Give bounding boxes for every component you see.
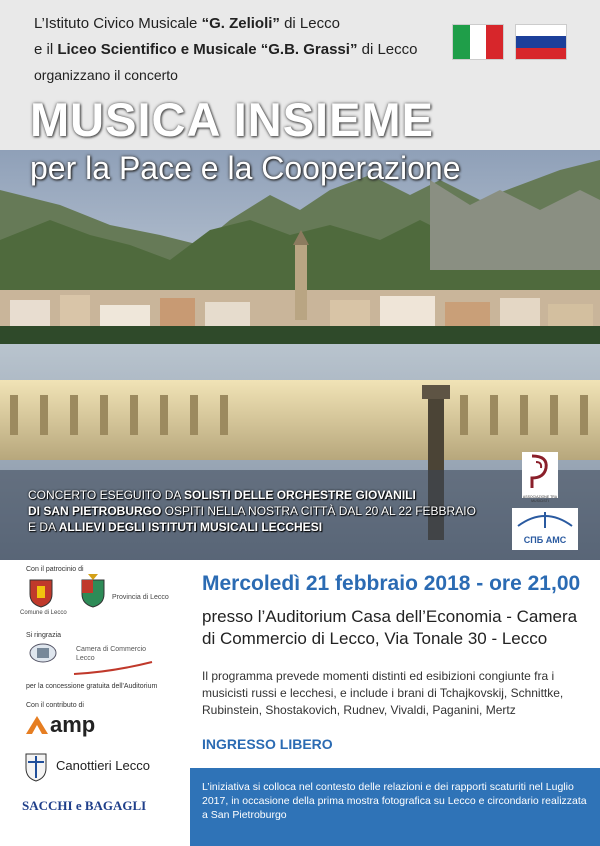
bridge-icon (512, 508, 578, 530)
amp-name: amp (50, 712, 96, 737)
auditorium-note: per la concessione gratuita dell'Auditorium (26, 683, 158, 690)
flag-stripe (486, 25, 503, 59)
camera-label: Camera di Commercio (76, 646, 147, 653)
music-association-icon (522, 452, 558, 490)
concert-line-2: DI SAN PIETROBURGO OSPITI NELLA NOSTRA CITTÀ DAL 20 AL 22 FEBBRAIO (28, 504, 476, 518)
patronage-label: Con il patrocinio di (26, 566, 84, 573)
organizer-line-3: organizzano il concerto (34, 67, 178, 83)
background-note: L’iniziativa si colloca nel contesto delle relazioni e dei rapporti scaturiti nel Luglio 2017, in occasione della prima mostra fotografica su Lecco e circondario realizzata a San Pietroburgo (202, 781, 587, 821)
comune-label: Comune di Lecco (20, 610, 67, 616)
canottieri-name: Canottieri Lecco (56, 758, 150, 773)
canottieri-crest-icon (24, 752, 48, 782)
event-program: Il programma prevede momenti distinti ed esibizioni congiunte fra i musicisti russi e lecchesi, e include i brani di Tchajkovskij, Schnittke, Rubinstein, Shostakovich, Rudnev, Vivaldi, Paganini, Mertz (202, 669, 564, 717)
background-note-box (190, 768, 600, 846)
poster-title: MUSICA INSIEME (30, 93, 434, 146)
spb-ams-logo: СПБ АМС (512, 508, 578, 550)
flag-stripe (516, 48, 566, 59)
flag-stripe (453, 25, 470, 59)
event-date: Mercoledì 21 febbraio 2018 - ore 21,00 (202, 572, 581, 595)
header (0, 0, 600, 150)
italy-flag-icon (452, 24, 504, 60)
event-venue: presso l’Auditorium Casa dell’Economia - Camera di Commercio di Lecco, Via Tonale 30 - Lecco (202, 607, 578, 648)
camera-commercio-icon (28, 642, 58, 664)
free-entry-label: INGRESSO LIBERO (202, 736, 333, 752)
association-logo: ASSOCIAZIONE TRA MUSICISTI (522, 452, 558, 498)
comune-crest-icon (28, 578, 54, 608)
camera-sub-label: Lecco (76, 655, 95, 662)
camera-swoosh-icon (72, 660, 154, 676)
thanks-label: Si ringrazia (26, 632, 62, 639)
sponsors-panel (0, 560, 190, 846)
event-info-panel (190, 560, 600, 846)
flag-stripe (516, 25, 566, 36)
amp-logo-icon (24, 714, 50, 736)
flag-stripe (516, 36, 566, 47)
contribution-label: Con il contributo di (26, 702, 84, 709)
poster-subtitle: per la Pace e la Cooperazione (30, 150, 461, 186)
organizer-line-2: e il Liceo Scientifico e Musicale “G.B. Grassi” di Lecco (34, 41, 418, 58)
concert-line-3: E DA ALLIEVI DEGLI ISTITUTI MUSICALI LECCHESI (28, 520, 323, 534)
sacchi-bagagli-name: SACCHI e BAGAGLI (22, 798, 147, 813)
concert-description (28, 487, 476, 535)
provincia-label: Provincia di Lecco (112, 594, 169, 601)
provincia-crest-icon (80, 574, 106, 608)
russia-flag-icon (515, 24, 567, 60)
flag-stripe (470, 25, 487, 59)
concert-line-1: CONCERTO ESEGUITO DA SOLISTI DELLE ORCHESTRE GIOVANILI (28, 488, 416, 502)
organizer-line-1: L’Istituto Civico Musicale “G. Zelioli” di Lecco (34, 15, 340, 32)
